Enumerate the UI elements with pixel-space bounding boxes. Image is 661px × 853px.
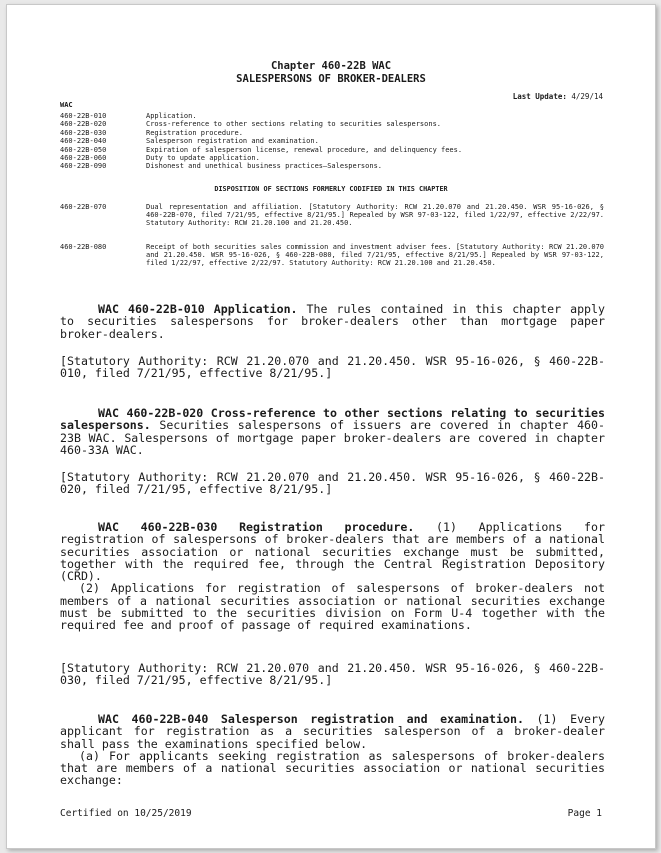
section-020-text: Securities salespersons of issuers are covered in chapter 460-23B WAC. Salespersons of mortgage paper broker-dealers are covered in chapter 460-33A WAC.: [60, 418, 605, 457]
toc-number: 460-22B-040: [60, 137, 107, 146]
table-of-contents: [60, 112, 620, 171]
disposition-text: Receipt of both securities sales commission and investment adviser fees. [Statutory Authority: RCW 21.20.070 and 21.20.450. WSR 95-16-026, § 460-22B-080, filed 7/21/95, effective 8/21/95.] Repealed by WSR 97-03-122, filed 1/22/97, effective 2/22/97. Statutory Authority: RCW 21.20.100 and 21.20.450.: [146, 243, 604, 268]
toc-number: 460-22B-060: [60, 154, 107, 163]
chapter-subtitle: SALESPERSONS OF BROKER-DEALERS: [236, 73, 426, 85]
section-020-history: [Statutory Authority: RCW 21.20.070 and 21.20.450. WSR 95-16-026, § 460-22B-020, filed 7/21/95, effective 8/21/95.]: [60, 470, 605, 497]
section-010: [60, 303, 605, 340]
disposition-entry: [60, 203, 604, 227]
toc-row: [60, 154, 620, 162]
toc-number: 460-22B-050: [60, 145, 107, 154]
toc-row: [60, 129, 620, 137]
section-030-paragraph-2: (2) Applications for registration of salespersons of broker-dealers not members of a national securities association or national securities exchange must be submitted to the securities division on Form U-4 together with the required fee and proof of passage of required examinations.: [60, 581, 605, 633]
last-update-label: Last Update:: [512, 92, 567, 101]
chapter-title: Chapter 460-22B WAC: [270, 60, 392, 72]
toc-number: 460-22B-020: [60, 120, 107, 129]
section-040: [60, 713, 605, 787]
toc-row: [60, 162, 620, 170]
section-030-heading: WAC 460-22B-030 Registration procedure.: [98, 520, 415, 534]
toc-number: 460-22B-090: [60, 162, 107, 171]
section-040-text: (1) Every applicant for registration as a securities salesperson of a broker-dealer shall pass the examinations specified below.: [60, 712, 605, 751]
last-update: [513, 92, 603, 101]
toc-title: Duty to update application.: [146, 154, 260, 163]
page-number: Page 1: [567, 808, 602, 819]
certified-date: Certified on 10/25/2019: [60, 808, 192, 819]
section-040-heading: WAC 460-22B-040 Salesperson registration and examination.: [98, 712, 524, 726]
toc-title: Registration procedure.: [146, 128, 243, 137]
disposition-number: 460-22B-070: [60, 203, 107, 211]
toc-number: 460-22B-010: [60, 112, 107, 120]
section-030-history: [Statutory Authority: RCW 21.20.070 and 21.20.450. WSR 95-16-026, § 460-22B-030, filed 7/21/95, effective 8/21/95.]: [60, 661, 605, 688]
disposition-text: Dual representation and affiliation. [Statutory Authority: RCW 21.20.070 and 21.20.450. WSR 95-16-026, § 460-22B-070, filed 7/21/95, effective 8/21/95.] Repealed by WSR 97-03-122, filed 1/22/97, effective 2/22/97. Statutory Authority: RCW 21.20.100 and 21.20.450.: [146, 203, 604, 228]
toc-number: 460-22B-030: [60, 128, 107, 137]
toc-title: Salesperson registration and examination.: [146, 137, 319, 146]
last-update-value: 4/29/14: [571, 92, 603, 101]
toc-heading: WAC: [60, 101, 73, 109]
disposition-heading: DISPOSITION OF SECTIONS FORMERLY CODIFIED IN THIS CHAPTER: [214, 185, 448, 193]
section-010-heading: WAC 460-22B-010 Application.: [98, 302, 298, 316]
toc-title: Expiration of salesperson license, renewal procedure, and delinquency fees.: [146, 145, 463, 154]
document-page: [6, 4, 656, 849]
section-030-text: (1) Applications for registration of salespersons of broker-dealers that are members of a national securities association or national securities exchange must be submitted, together with the required fee, through the Central Registration Depository (CRD).: [60, 520, 605, 584]
toc-row: [60, 137, 620, 145]
section-010-history: [Statutory Authority: RCW 21.20.070 and 21.20.450. WSR 95-16-026, § 460-22B-010, filed 7/21/95, effective 8/21/95.]: [60, 354, 605, 381]
toc-title: Cross-reference to other sections relating to securities salespersons.: [146, 120, 442, 129]
disposition-entry: [60, 243, 604, 267]
toc-row: [60, 120, 620, 128]
section-030: [60, 521, 605, 632]
section-040-paragraph-2: (a) For applicants seeking registration as salespersons of broker-dealers that are members of a national securities association or national securities exchange:: [60, 748, 605, 788]
toc-title: Application.: [146, 112, 197, 120]
section-020: [60, 407, 605, 456]
section-010-text: The rules contained in this chapter apply to securities salespersons for broker-dealers other than mortgage paper broker-dealers.: [60, 302, 605, 341]
disposition-number: 460-22B-080: [60, 243, 107, 251]
toc-row: [60, 112, 620, 120]
section-020-heading: WAC 460-22B-020 Cross-reference to other sections relating to securities salespersons.: [60, 406, 605, 433]
toc-row: [60, 146, 620, 154]
toc-title: Dishonest and unethical business practices—Salespersons.: [146, 162, 383, 171]
